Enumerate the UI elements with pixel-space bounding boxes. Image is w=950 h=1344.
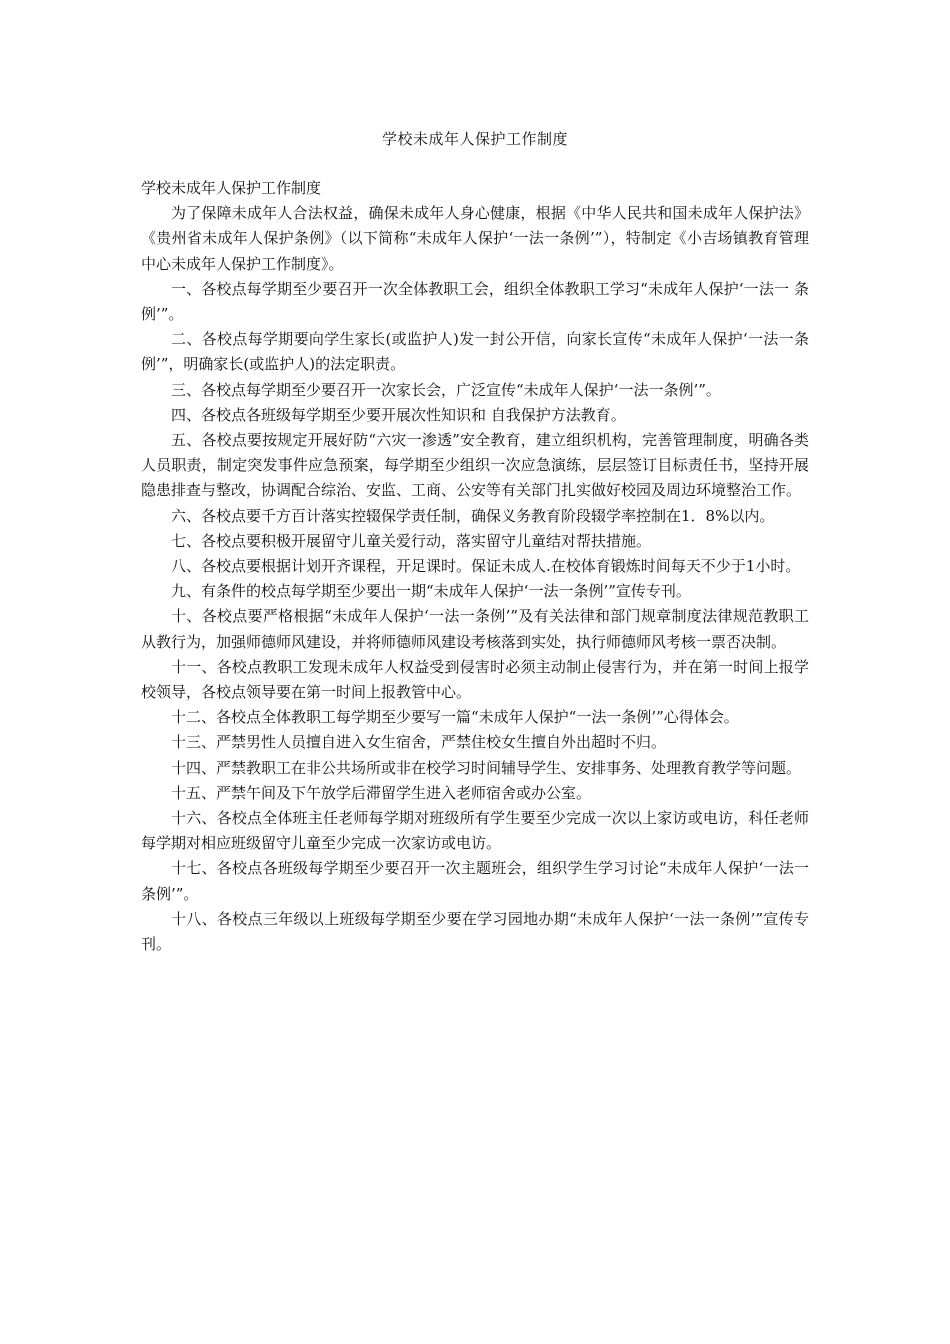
paragraph-item-1: 一、各校点每学期至少要召开一次全体教职工会，组织全体教职工学习“未成年人保护‘一法一 条例’”。	[141, 279, 809, 324]
paragraph-item-11: 十一、各校点教职工发现未成年人权益受到侵害时必须主动制止侵害行为，并在第一时间上报学校领导，各校点领导要在第一时间上报教管中心。	[141, 657, 809, 702]
paragraph-item-16: 十六、各校点全体班主任老师每学期对班级所有学生要至少完成一次以上家访或电访，科任老师每学期对相应班级留守儿童至少完成一次家访或电访。	[141, 809, 809, 853]
paragraph-item-7: 七、各校点要积极开展留守儿童关爱行动，落实留守儿童结对帮扶措施。	[171, 531, 652, 550]
paragraph-intro: 为了保障未成年人合法权益，确保未成年人身心健康，根据《中华人民共和国未成年人保护法》《贵州省未成年人保护条例》（以下简称“未成年人保护‘一法一条例’”），特制定《小吉场镇教育管理中心未成年人保护工作制度》。	[141, 204, 809, 273]
document-title: 学校未成年人保护工作制度	[381, 130, 568, 148]
paragraph-item-3: 三、各校点每学期至少要召开一次家长会，广泛宣传“未成年人保护‘一法一条例’”。	[171, 380, 721, 399]
paragraph-item-6: 六、各校点要千方百计落实控辍保学责任制，确保义务教育阶段辍学率控制在1．8%以内。	[171, 506, 775, 525]
paragraph-item-4: 四、各校点各班级每学期至少要开展次性知识和 自我保护方法教育。	[171, 405, 626, 424]
document-subtitle: 学校未成年人保护工作制度	[141, 179, 322, 197]
paragraph-item-15: 十五、严禁午间及下午放学后滞留学生进入老师宿舍或办公室。	[171, 783, 592, 802]
paragraph-item-10: 十、各校点要严格根据“未成年人保护‘一法一条例’”及有关法律和部门规章制度法律规范教职工从教行为，加强师德师风建设，并将师德师风建设考核落到实处，执行师德师风考核一票否决制。	[141, 607, 809, 651]
paragraph-item-14: 十四、严禁教职工在非公共场所或非在校学习时间辅导学生、安排事务、处理教育教学等问题。	[171, 758, 802, 777]
paragraph-item-8: 八、各校点要根据计划开齐课程，开足课时。保证未成人.在校体育锻炼时间每天不少于1小时。	[171, 557, 801, 576]
paragraph-item-5: 五、各校点要按规定开展好防“六灾一渗透”安全教育，建立组织机构，完善管理制度，明确各类人员职责，制定突发事件应急预案，每学期至少组织一次应急演练，层层签订目标责任书，坚持开展隐患排查与整改，协调配合综治、安监、工商、公安等有关部门扎实做好校园及周边环境整治工作。	[141, 431, 809, 500]
paragraph-item-9: 九、有条件的校点每学期至少要出一期“未成年人保护‘一法一条例’”宣传专刊。	[171, 582, 691, 601]
paragraph-item-2: 二、各校点每学期要向学生家长(或监护人)发一封公开信，向家长宣传“未成年人保护‘一法一条例’”，明确家长(或监护人)的法定职责。	[141, 330, 809, 374]
paragraph-item-12: 十二、各校点全体教职工每学期至少要写一篇“未成年人保护“一法一条例’”心得体会。	[171, 708, 739, 727]
paragraph-item-18: 十八、各校点三年级以上班级每学期至少要在学习园地办期“未成年人保护‘一法一条例’”宣传专刊。	[141, 909, 809, 954]
paragraph-item-13: 十三、严禁男性人员擅自进入女生宿舍，严禁住校女生擅自外出超时不归。	[171, 733, 667, 752]
paragraph-item-17: 十七、各校点各班级每学期至少要召开一次主题班会，组织学生学习讨论“未成年人保护‘一法一 条例’”。	[141, 859, 814, 903]
document-body	[141, 176, 814, 957]
